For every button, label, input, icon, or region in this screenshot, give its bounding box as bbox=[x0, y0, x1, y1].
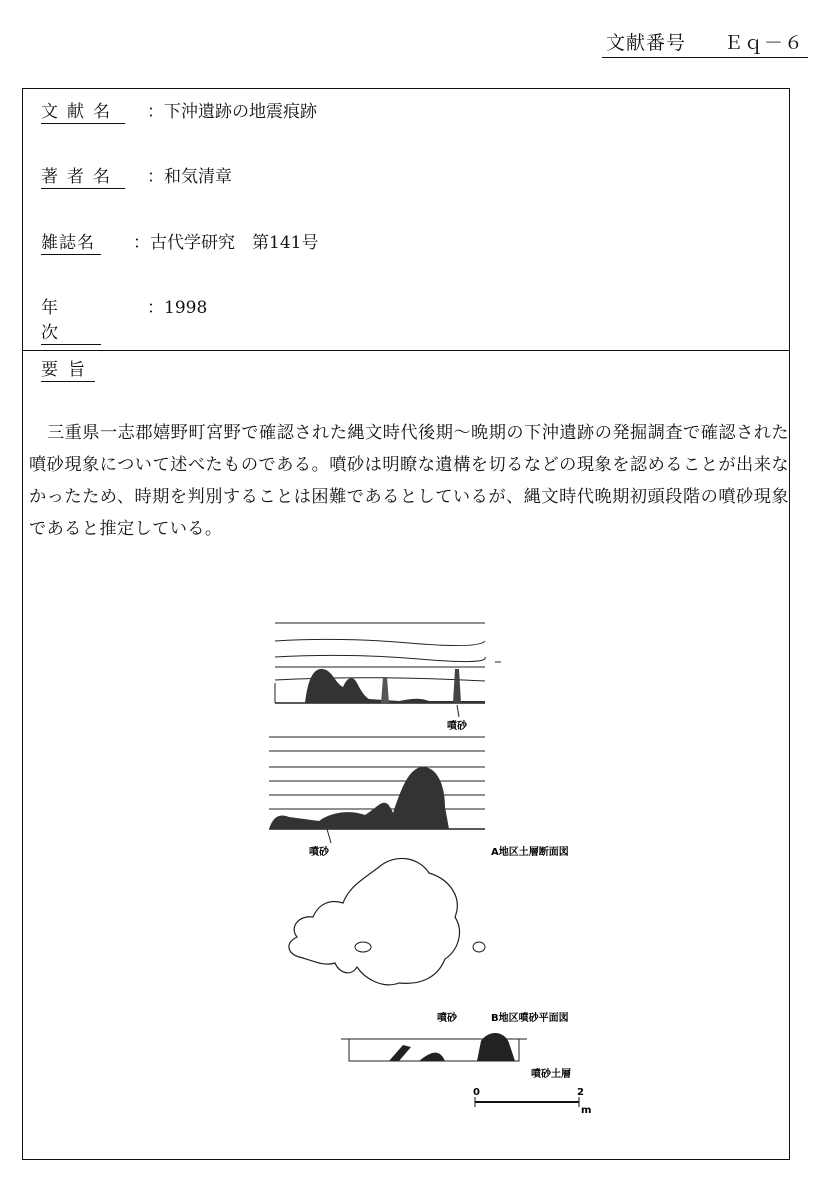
sand-soil-label: 噴砂土層 bbox=[531, 1069, 571, 1080]
section-b-sand-fill bbox=[389, 1033, 515, 1061]
record-frame bbox=[22, 88, 790, 1160]
sand-pointer-1 bbox=[457, 705, 459, 717]
scale-unit: m bbox=[581, 1105, 592, 1116]
title-row bbox=[41, 97, 317, 124]
plan-b-inner-feature bbox=[355, 942, 371, 952]
title-value: ：下沖遺跡の地震痕跡 bbox=[147, 102, 317, 122]
title-label: 文献名 bbox=[41, 97, 125, 124]
summary-label: 要旨 bbox=[41, 355, 95, 382]
plan-b-outline bbox=[289, 858, 460, 984]
author-label: 著者名 bbox=[41, 162, 125, 189]
sand-label-2: 噴砂 bbox=[309, 847, 329, 858]
section-a-caption: A地区土層断面図 bbox=[491, 847, 569, 858]
scale-zero: 0 bbox=[473, 1087, 480, 1098]
sand-label-3: 噴砂 bbox=[437, 1013, 457, 1024]
excavation-figure bbox=[269, 617, 592, 1116]
year-row bbox=[41, 293, 207, 345]
year-label: 年次 bbox=[41, 293, 101, 345]
sand-pointer-2 bbox=[327, 829, 331, 843]
journal-value: ：古代学研究 第141号 bbox=[133, 233, 319, 253]
document-number-value: Ｅｑ－６ bbox=[723, 32, 804, 54]
plan-b-small-feature bbox=[473, 942, 485, 952]
plan-b-caption: B地区噴砂平面図 bbox=[491, 1013, 569, 1024]
journal-label: 雑誌名 bbox=[41, 228, 101, 255]
document-number-label: 文献番号 bbox=[605, 32, 686, 54]
author-value: ：和気清章 bbox=[147, 167, 232, 187]
document-number bbox=[602, 28, 808, 58]
section-a-upper-dyke bbox=[453, 669, 461, 703]
sand-label-1: 噴砂 bbox=[447, 721, 467, 732]
scale-two: 2 bbox=[577, 1087, 584, 1098]
section-a-lower-sand-fill bbox=[269, 767, 449, 829]
author-row bbox=[41, 162, 232, 189]
summary-text: 三重県一志郡嬉野町宮野で確認された縄文時代後期～晩期の下沖遺跡の発掘調査で確認された噴砂現象について述べたものである。噴砂は明瞭な遺構を切るなどの現象を認めることが出来なかったため、時期を判別することは困難であるとしているが、縄文時代晩期初頭段階の噴砂現象であると推定している。 bbox=[29, 423, 789, 539]
scale-bar bbox=[475, 1097, 579, 1107]
year-value: ：1998 bbox=[147, 298, 208, 318]
journal-row bbox=[41, 228, 318, 255]
bibliographic-section bbox=[23, 89, 789, 351]
section-a-upper-dyke-2 bbox=[381, 677, 389, 703]
